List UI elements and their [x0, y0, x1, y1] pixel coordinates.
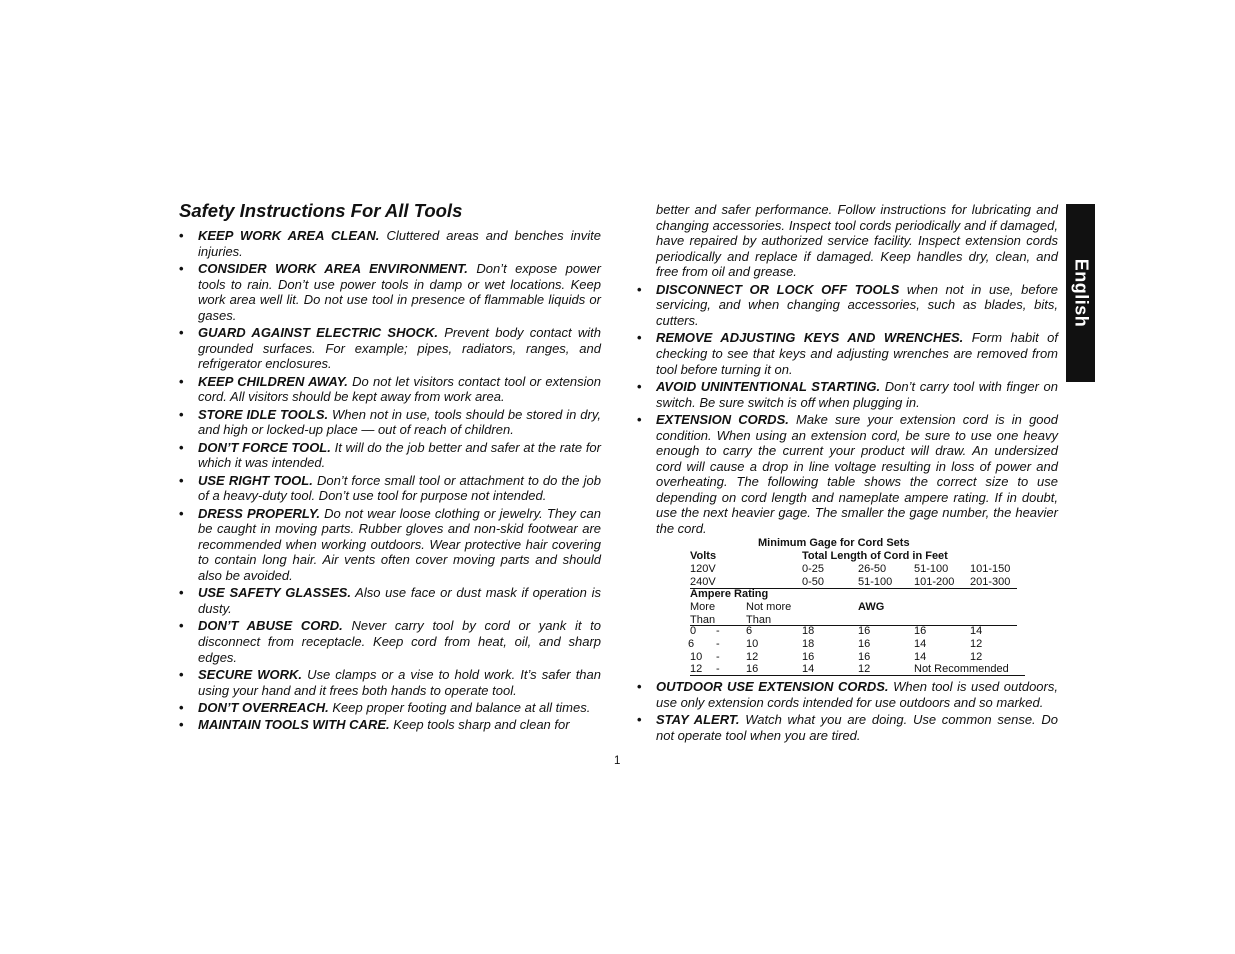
more-than-cell: 12 [690, 663, 703, 676]
safety-item-text: Keep tools sharp and clean for [389, 717, 570, 733]
safety-item-heading: OUTDOOR USE EXTENSION CORDS. [656, 679, 889, 695]
safety-item-text: when not in use, before servicing, and when changing accessories, such as blades, bits, cutters. [656, 281, 1058, 328]
language-tab [1066, 204, 1095, 382]
not-more-than-cell: 6 [746, 625, 753, 638]
cord-gage-table [690, 537, 1035, 677]
page-title: Safety Instructions For All Tools [179, 200, 463, 221]
safety-item-heading: SECURE WORK. [198, 667, 303, 682]
safety-item-heading: DON’T FORCE TOOL. [198, 439, 331, 455]
safety-item-heading: CONSIDER WORK AREA ENVIRONMENT. [198, 260, 468, 276]
not-more-than-header: Not more [746, 601, 792, 614]
safety-item-heading: DRESS PROPERLY. [198, 505, 320, 521]
not-more-than-cell: 16 [746, 663, 759, 676]
page-number: 1 [614, 755, 621, 767]
length-range-cell: 51-100 [914, 563, 949, 576]
safety-item-heading: EXTENSION CORDS. [656, 411, 789, 427]
safety-item-text: Don’t force small tool or attachment to do the job of a heavy-duty tool. Don’t use tool for purpose not intended. [198, 472, 601, 504]
not-more-than-cell: 12 [746, 650, 759, 663]
continued-paragraph: better and safer performance. Follow instructions for lubricating and changing accessories. Inspect tool cords periodically and if damaged, have repaired by authorized service facility. Inspect extension cords periodically and replace if damaged. Keep handles dry, clean, and free from oil and grease. [656, 202, 1058, 280]
length-range-cell: 51-100 [858, 576, 893, 589]
safety-item [637, 379, 1058, 410]
more-than-header: More [690, 601, 716, 614]
safety-item-text: Do not let visitors contact tool or extension cord. All visitors should be kept away from work area. [198, 373, 601, 405]
safety-item-heading: DON’T OVERREACH. [198, 699, 329, 715]
length-range-cell: 0-50 [802, 576, 825, 589]
awg-cell: 12 [970, 650, 983, 663]
safety-item [179, 618, 601, 665]
awg-cell: 16 [858, 650, 871, 663]
safety-item-text: Don’t expose power tools to rain. Don’t use power tools in damp or wet locations. Keep work area well lit. Do not use tool in presence of flammable liquids or gases. [198, 260, 601, 323]
safety-item [179, 717, 601, 733]
safety-item-text: Keep proper footing and balance at all times. [328, 699, 591, 715]
safety-item-text: Never carry tool by cord or yank it to disconnect from receptacle. Keep cord from heat, oil, and sharp edges. [198, 618, 601, 665]
safety-item-heading: USE SAFETY GLASSES. [198, 585, 351, 601]
more-than-cell: 10 [690, 650, 703, 663]
safety-item-text: Also use face or dust mask if operation is dusty. [198, 585, 601, 617]
safety-item [637, 712, 1058, 743]
table-title: Minimum Gage for Cord Sets [758, 537, 910, 550]
safety-item-text: Watch what you are doing. Use common sense. Do not operate tool when you are tired. [656, 712, 1058, 744]
length-range-cell: 0-25 [802, 563, 825, 576]
table-rule [690, 675, 1025, 676]
safety-item-heading: AVOID UNINTENTIONAL STARTING. [656, 378, 881, 394]
safety-item [179, 700, 601, 716]
safety-item [637, 679, 1058, 710]
awg-cell: 16 [802, 650, 815, 663]
safety-item-heading: USE RIGHT TOOL. [198, 472, 313, 488]
awg-cell: 14 [914, 650, 927, 663]
right-safety-list [637, 282, 1058, 537]
range-dash: - [716, 650, 720, 663]
awg-header: AWG [858, 601, 885, 614]
range-dash: - [716, 663, 720, 676]
left-column [179, 200, 601, 735]
safety-item-heading: KEEP CHILDREN AWAY. [198, 373, 348, 389]
awg-cell: 14 [802, 663, 815, 676]
safety-item [179, 440, 601, 471]
more-than-header: Than [690, 613, 716, 626]
right-safety-list-continued [637, 679, 1058, 743]
safety-item [179, 667, 601, 698]
awg-cell: 12 [858, 663, 871, 676]
safety-item-text: When not in use, tools should be stored in dry, and high or locked-up place — out of reach of children. [198, 406, 601, 438]
safety-item [637, 412, 1058, 537]
volts-cell: 240V [690, 576, 716, 589]
safety-item [637, 282, 1058, 329]
safety-item [637, 330, 1058, 377]
awg-cell: 12 [970, 638, 983, 651]
range-dash: - [716, 625, 720, 638]
length-range-cell: 26-50 [858, 563, 887, 576]
not-more-than-header: Than [746, 613, 772, 626]
table-rule [690, 625, 1017, 626]
safety-item-text: Use clamps or a vise to hold work. It’s safer than using your hand and it frees both hands to operate tool. [198, 667, 601, 698]
safety-item-text: Do not wear loose clothing or jewelry. They can be caught in moving parts. Rubber gloves and non-skid footwear are recommended when working outdoors. Wear protective hair covering to contain long hair. Air vents often cover moving parts and should also be avoided. [198, 505, 601, 584]
safety-item-text: Prevent body contact with grounded surfaces. For example; pipes, radiators, ranges, and refrigerator enclosures. [198, 325, 601, 372]
safety-item [179, 407, 601, 438]
awg-cell: 16 [858, 625, 871, 638]
left-safety-list [179, 228, 601, 733]
safety-item [179, 506, 601, 584]
awg-cell: 16 [858, 638, 871, 651]
right-column [637, 200, 1058, 745]
safety-item [179, 374, 601, 405]
volts-cell: 120V [690, 563, 716, 576]
safety-item-text: Make sure your extension cord is in good condition. When using an extension cord, be sure to use one heavy enough to carry the current your product will draw. An undersized cord will cause a drop in line voltage resulting in loss of power and overheating. The following table shows the correct size to use depending on cord length and nameplate ampere rating. If in doubt, use the next heavier gage. The smaller the gage number, the heavier the cord. [656, 411, 1058, 537]
safety-item-heading: DISCONNECT OR LOCK OFF TOOLS [656, 281, 900, 297]
safety-item-text: Cluttered areas and benches invite injuries. [198, 228, 602, 259]
safety-item [179, 473, 601, 504]
more-than-cell: 6 [688, 638, 695, 651]
awg-cell: Not Recommended [914, 663, 1009, 676]
awg-cell: 14 [914, 638, 927, 651]
ampere-header: Ampere Rating [690, 588, 769, 601]
safety-item-text: It will do the job better and safer at the rate for which it was intended. [198, 439, 601, 471]
safety-item-heading: STORE IDLE TOOLS. [198, 406, 329, 422]
safety-item [179, 585, 601, 616]
more-than-cell: 0 [690, 625, 697, 638]
awg-cell: 18 [802, 625, 815, 638]
safety-item [179, 325, 601, 372]
length-header: Total Length of Cord in Feet [802, 550, 948, 563]
length-range-cell: 101-200 [914, 576, 955, 589]
not-more-than-cell: 10 [746, 638, 759, 651]
safety-item [179, 228, 601, 259]
safety-item-heading: STAY ALERT. [656, 712, 740, 728]
safety-item-text: When tool is used outdoors, use only extension cords intended for use outdoors and so marked. [656, 679, 1058, 711]
language-tab-label: English [1071, 258, 1091, 328]
volts-header: Volts [690, 550, 717, 563]
safety-item-text: Don’t carry tool with finger on switch. Be sure switch is off when plugging in. [656, 378, 1058, 410]
length-range-cell: 101-150 [970, 563, 1011, 576]
safety-item [179, 261, 601, 323]
awg-cell: 18 [802, 638, 815, 651]
safety-item-heading: GUARD AGAINST ELECTRIC SHOCK. [198, 325, 438, 341]
awg-cell: 14 [970, 625, 983, 638]
safety-item-heading: DON’T ABUSE CORD. [198, 618, 343, 634]
safety-item-heading: KEEP WORK AREA CLEAN. [198, 228, 380, 243]
awg-cell: 16 [914, 625, 927, 638]
length-range-cell: 201-300 [970, 576, 1011, 589]
safety-item-text: Form habit of checking to see that keys and adjusting wrenches are removed from tool before turning it on. [656, 330, 1058, 377]
safety-item-heading: REMOVE ADJUSTING KEYS AND WRENCHES. [656, 330, 964, 346]
safety-item-heading: MAINTAIN TOOLS WITH CARE. [198, 717, 390, 733]
range-dash: - [716, 638, 720, 651]
